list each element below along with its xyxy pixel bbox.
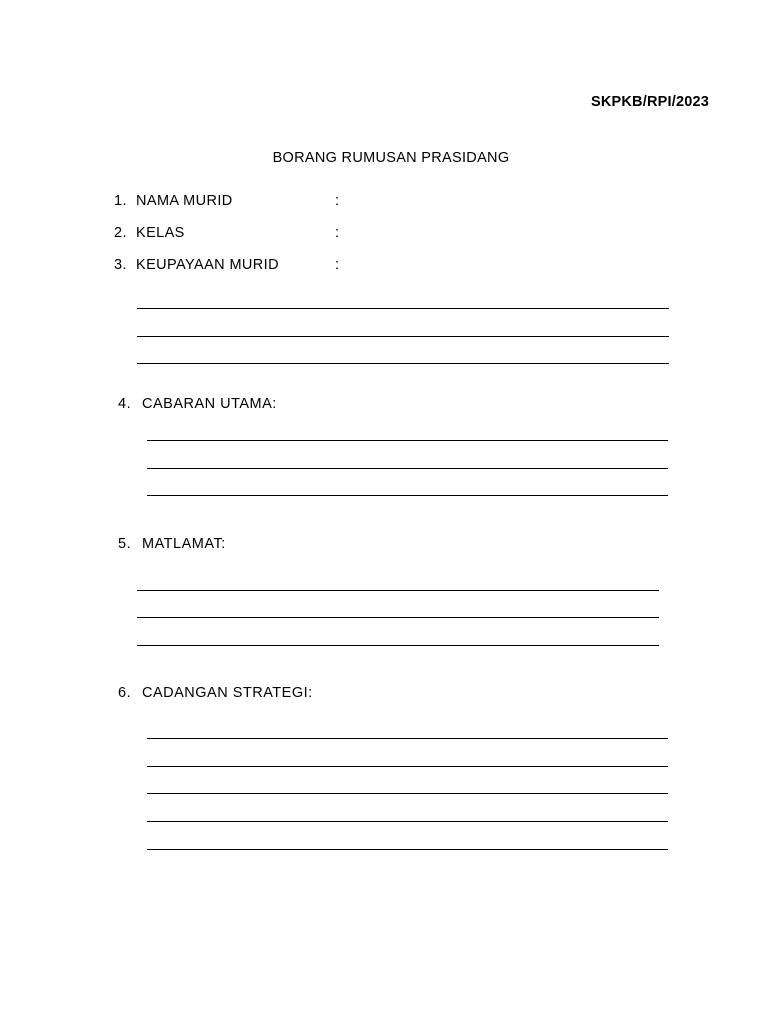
field-separator: : bbox=[335, 193, 340, 209]
section-number: 4. bbox=[118, 396, 132, 412]
section-number: 6. bbox=[118, 685, 132, 701]
writing-line[interactable] bbox=[137, 645, 659, 646]
section-label: MATLAMAT: bbox=[142, 536, 226, 552]
document-code: SKPKB/RPI/2023 bbox=[590, 94, 709, 110]
field-number: 3. bbox=[114, 257, 127, 273]
section-label: CABARAN UTAMA: bbox=[142, 396, 277, 412]
section-label: CADANGAN STRATEGI: bbox=[142, 685, 313, 701]
writing-line[interactable] bbox=[147, 738, 668, 739]
field-separator: : bbox=[335, 257, 340, 273]
section-cabaran-utama bbox=[118, 396, 277, 412]
field-label: NAMA MURID bbox=[136, 193, 233, 209]
section-cadangan-strategi bbox=[118, 685, 313, 701]
section-matlamat bbox=[118, 536, 226, 552]
field-separator: : bbox=[335, 225, 340, 241]
writing-line[interactable] bbox=[137, 336, 669, 337]
field-number: 1. bbox=[114, 193, 127, 209]
writing-line[interactable] bbox=[147, 440, 668, 441]
field-label: KEUPAYAAN MURID bbox=[136, 257, 279, 273]
field-number: 2. bbox=[114, 225, 127, 241]
section-number: 5. bbox=[118, 536, 132, 552]
writing-line[interactable] bbox=[147, 849, 668, 850]
writing-line[interactable] bbox=[147, 495, 668, 496]
writing-line[interactable] bbox=[137, 590, 659, 591]
writing-line[interactable] bbox=[147, 793, 668, 794]
field-label: KELAS bbox=[136, 225, 185, 241]
writing-line[interactable] bbox=[147, 468, 668, 469]
writing-line[interactable] bbox=[137, 308, 669, 309]
writing-line[interactable] bbox=[137, 617, 659, 618]
writing-line[interactable] bbox=[137, 363, 669, 364]
writing-line[interactable] bbox=[147, 766, 668, 767]
document-title: BORANG RUMUSAN PRASIDANG bbox=[272, 150, 510, 166]
writing-line[interactable] bbox=[147, 821, 668, 822]
